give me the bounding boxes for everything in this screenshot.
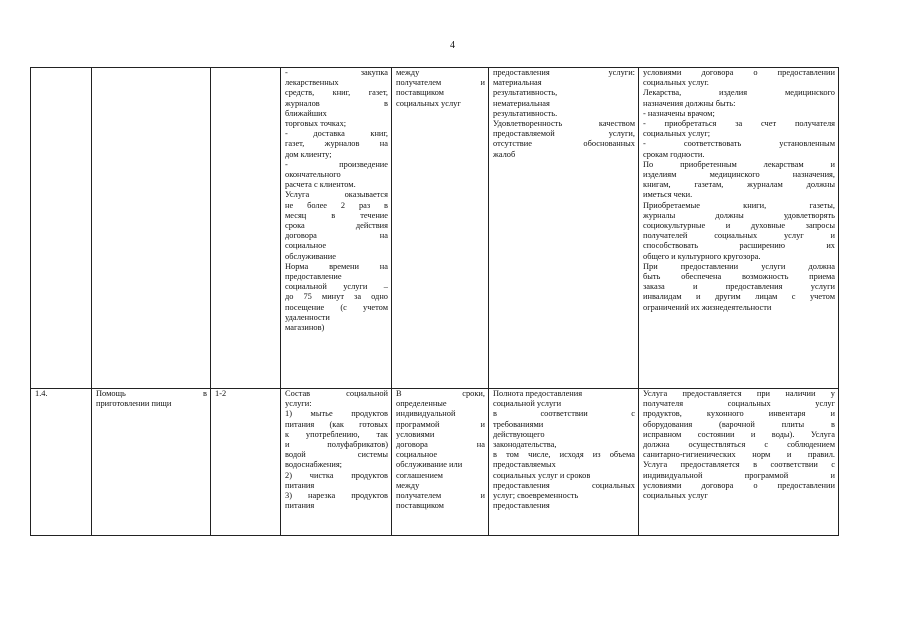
cell-text-line: срока действия (285, 221, 388, 231)
cell-text-line: социальных услуг; (643, 129, 711, 139)
cell-text-line: - приобретаться за счет получателя (643, 119, 835, 129)
cell-service-name (92, 68, 211, 389)
cell-text-line: результативность. (493, 108, 558, 118)
cell-text-line: - доставка книг, (285, 129, 388, 139)
cell-text-line: не более 2 раз в (285, 200, 388, 210)
cell-text-line: продуктов, кухонного инвентаря и (643, 409, 835, 419)
cell-text-line: торговых точках; (285, 119, 347, 129)
cell-text-line: индивидуальной программой и (643, 470, 835, 480)
cell-text-line: лекарственных (285, 78, 339, 88)
cell-text-line: Полнота предоставления (493, 389, 583, 398)
cell-text-line: иметься чеки. (643, 190, 693, 200)
cell-text-line: услуг; своевременность (493, 491, 579, 501)
cell-text-line: договора на (396, 440, 485, 450)
cell-text-line: должна осуществляться с соблюдением (643, 440, 835, 450)
cell-text-line: результативность, (493, 88, 558, 98)
cell-text-line: - закупка (285, 68, 388, 77)
cell-number: 1.4. (31, 389, 92, 536)
cell-text-line: определенные (396, 399, 447, 409)
cell-service-description (281, 389, 392, 536)
cell-text-line: ограничений их жизнедеятельности (643, 302, 772, 312)
cell-text-line: средств, книг, газет, (285, 88, 388, 98)
cell-text-line: изделиям медицинского назначения, (643, 170, 835, 180)
cell-text-line: срокам годности. (643, 149, 705, 159)
cell-text-line: магазинов) (285, 323, 325, 333)
cell-text-line: Состав социальной (285, 389, 388, 398)
cell-text-line: обслуживание или (396, 460, 463, 470)
cell-text-line: журналы должны удовлетворять (643, 210, 835, 220)
cell-text-line: Услуга предоставляется при наличии у (643, 389, 835, 398)
cell-text-line: требованиями (493, 419, 544, 429)
cell-service-conditions (639, 389, 839, 536)
cell-text-line: социальных услуг (643, 491, 708, 501)
cell-text-line: получателем и (396, 491, 485, 501)
cell-service-description (281, 68, 392, 389)
cell-text-line: материальная (493, 78, 542, 88)
cell-text-line: расчета с клиентом. (285, 180, 356, 190)
cell-text-line: социальное (396, 450, 438, 460)
cell-text-line: исправном состоянии и воды). Услуга (643, 429, 835, 439)
cell-text-line: Норма времени на (285, 261, 388, 271)
cell-text-line: социальное (285, 241, 327, 251)
cell-text-line: санитарно-гигиенических норм и правил. (643, 450, 835, 460)
cell-text-line: В сроки, (396, 389, 485, 398)
cell-text-line: газет, журналов на (285, 139, 388, 149)
cell-text-line: получателя социальных услуг (643, 399, 835, 409)
cell-text-line: удаленности (285, 312, 330, 322)
cell-text-line: получателей социальных услуг и (643, 231, 835, 241)
cell-text-line: социокультурные и духовные запросы (643, 221, 835, 231)
table-row (31, 389, 839, 536)
cell-text-line: водоснабжения; (285, 460, 343, 470)
cell-text-line: При предоставлении услуги должна (643, 261, 835, 271)
cell-text-line: способствовать расширению их (643, 241, 835, 251)
table-row (31, 68, 839, 389)
cell-text-line: в соответствии с (493, 409, 635, 419)
cell-text-line: индивидуальной (396, 409, 456, 419)
cell-text-line: месяц в течение (285, 210, 388, 220)
cell-text-line: окончательного (285, 170, 341, 180)
cell-text-line: предоставление (285, 272, 342, 282)
cell-text-line: социальных услуг. (643, 78, 709, 88)
cell-text-line: соглашением (396, 470, 443, 480)
cell-text-line: заказа и предоставления услуги (643, 282, 835, 292)
cell-text-line: По приобретенным лекарствам и (643, 159, 835, 169)
cell-text-line: Приобретаемые книги, газеты, (643, 200, 835, 210)
cell-code (211, 68, 281, 389)
cell-text-line: Услуга предоставляется в соответствии с (643, 460, 835, 470)
cell-text-line: водой системы (285, 450, 388, 460)
cell-text-line: поставщиком (396, 88, 444, 98)
cell-text-line: - соответствовать установленным (643, 139, 835, 149)
cell-text-line: 3) нарезка продуктов (285, 491, 388, 501)
cell-text-line: условиями (396, 429, 435, 439)
cell-text-line: предоставления социальных (493, 480, 635, 490)
cell-text-line: между (396, 68, 420, 77)
cell-text-line: действующего (493, 429, 545, 439)
cell-text-line: журналов в (285, 98, 388, 108)
cell-text-line: приготовлении пищи (96, 399, 172, 409)
cell-text-line: нематериальная (493, 98, 550, 108)
cell-text-line: программой и (396, 419, 485, 429)
cell-text-line: в том числе, исходя из объема (493, 450, 635, 460)
cell-text-line: быть обеспечена возможность приема (643, 272, 835, 282)
cell-text-line: и полуфабрикатов) (285, 440, 388, 450)
cell-text-line: обслуживание (285, 251, 336, 261)
cell-service-terms (392, 389, 489, 536)
cell-text-line: условиями договора о предоставлении (643, 480, 835, 490)
cell-text-line: социальной услуги (493, 399, 562, 409)
cell-text-line: социальной услуги – (285, 282, 388, 292)
cell-quality-indicators (489, 389, 639, 536)
cell-text-line: услуги: (285, 399, 312, 409)
cell-text-line: дом клиенту; (285, 149, 332, 159)
cell-text-line: поставщиком (396, 501, 444, 511)
cell-service-name (92, 389, 211, 536)
cell-number (31, 68, 92, 389)
cell-text-line: - произведение (285, 159, 388, 169)
cell-service-conditions (639, 68, 839, 389)
cell-text-line: отсутствие обоснованных (493, 139, 635, 149)
cell-text-line: оборудования (варочной плиты в (643, 419, 835, 429)
cell-code: 1-2 (211, 389, 281, 536)
cell-text-line: Помощь в (96, 389, 207, 398)
cell-text-line: законодательства, (493, 440, 557, 450)
cell-text-line: жалоб (493, 149, 516, 159)
cell-text-line: получателем и (396, 78, 485, 88)
cell-text-line: питания (285, 501, 315, 511)
cell-text-line: договора на (285, 231, 388, 241)
cell-text-line: условиями договора о предоставлении (643, 68, 835, 77)
cell-text-line: предоставления услуги: (493, 68, 635, 77)
cell-text-line: общего и культурного кругозора. (643, 251, 761, 261)
cell-text-line: Услуга оказывается (285, 190, 388, 200)
cell-text-line: до 75 минут за одно (285, 292, 388, 302)
cell-text-line: питания (285, 480, 315, 490)
services-table (30, 67, 839, 536)
cell-text-line: инвалидам и другим лицам с учетом (643, 292, 835, 302)
cell-quality-indicators (489, 68, 639, 389)
cell-text-line: Лекарства, изделия медицинского (643, 88, 835, 98)
cell-text-line: Удовлетворенность качеством (493, 119, 635, 129)
cell-text-line: книгам, газетам, журналам должны (643, 180, 835, 190)
cell-text-line: социальных услуг и сроков (493, 470, 591, 480)
cell-text-line: социальных услуг (396, 98, 461, 108)
cell-text-line: назначения должны быть: (643, 98, 736, 108)
page-number: 4 (450, 40, 455, 51)
cell-text-line: ближайших (285, 108, 327, 118)
cell-text-line: предоставления (493, 501, 550, 511)
cell-text-line: к употреблению, так (285, 429, 388, 439)
cell-text-line: 1) мытье продуктов (285, 409, 388, 419)
cell-text-line: посещение (с учетом (285, 302, 388, 312)
cell-text-line: 2) чистка продуктов (285, 470, 388, 480)
cell-text-line: - назначены врачом; (643, 108, 715, 118)
cell-service-terms (392, 68, 489, 389)
cell-text-line: предоставляемой услуги, (493, 129, 635, 139)
cell-text-line: питания (как готовых (285, 419, 388, 429)
cell-text-line: предоставляемых (493, 460, 556, 470)
cell-text-line: между (396, 480, 420, 490)
